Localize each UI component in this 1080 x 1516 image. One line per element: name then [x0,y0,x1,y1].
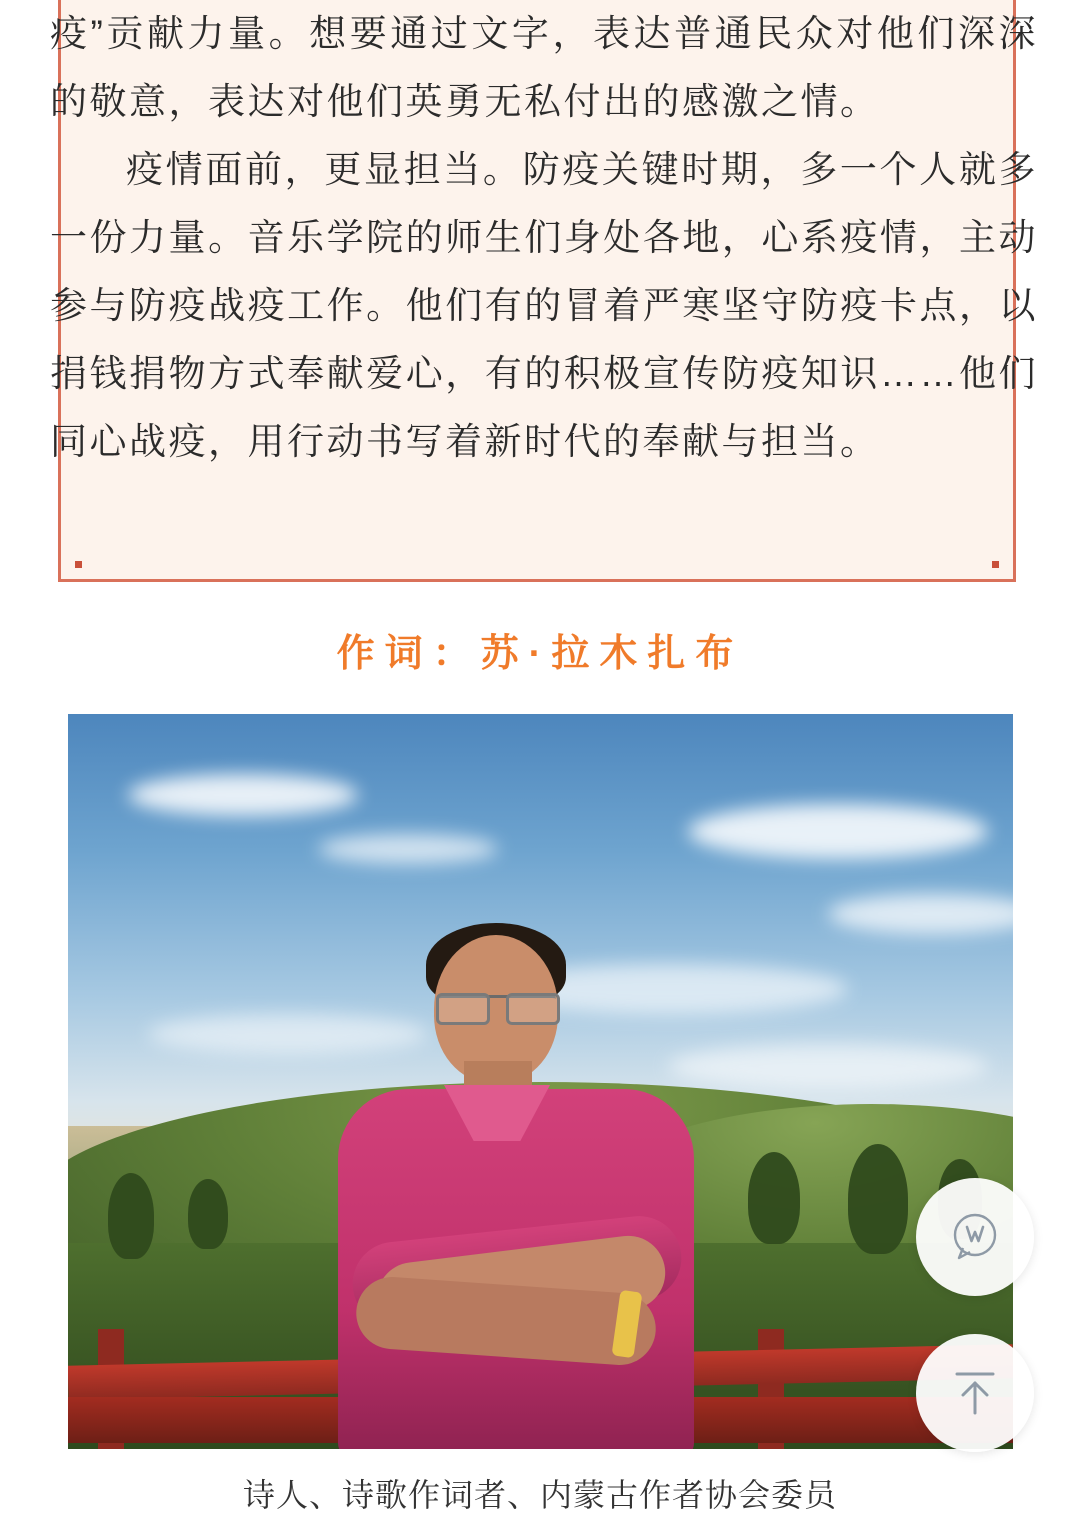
cloud [128,774,358,816]
lyricist-credit: 作词：苏·拉木扎布 [336,633,744,675]
quote-paragraph-1: 疫”贡献力量。想要通过文字，表达普通民众对他们深深的敬意，表达对他们英勇无私付出的感激之情。 [50,13,1038,122]
back-to-top-button[interactable] [916,1334,1034,1452]
person-portrait [316,929,716,1449]
glasses-lens-right [506,993,560,1025]
cloud [318,834,498,864]
tree [188,1179,228,1249]
comment-button[interactable] [916,1178,1034,1296]
arrow-up-icon [947,1365,1003,1421]
photo-caption: 诗人、诗歌作词者、内蒙古作者协会委员 [242,1477,837,1513]
glasses-lens-left [436,993,490,1025]
quote-paragraph-2: 疫情面前，更显担当。防疫关键时期，多一个人就多一份力量。音乐学院的师生们身处各地，心系疫情，主动参与防疫战疫工作。他们有的冒着严寒坚守防疫卡点，以捐钱捐物方式奉献爱心，有的积极宣传防疫知识……他们同心战疫，用行动书写着新时代的奉献与担当。 [50,149,1038,462]
quote-text [50,0,1038,476]
quote-corner-bottom-right [992,561,999,568]
tree [748,1152,800,1244]
cloud [668,1044,988,1089]
tree [848,1144,908,1254]
cloud [688,804,988,859]
wechat-comment-icon [946,1208,1004,1266]
author-photo [68,714,1013,1449]
quote-corner-bottom-left [75,561,82,568]
tree [108,1173,154,1259]
